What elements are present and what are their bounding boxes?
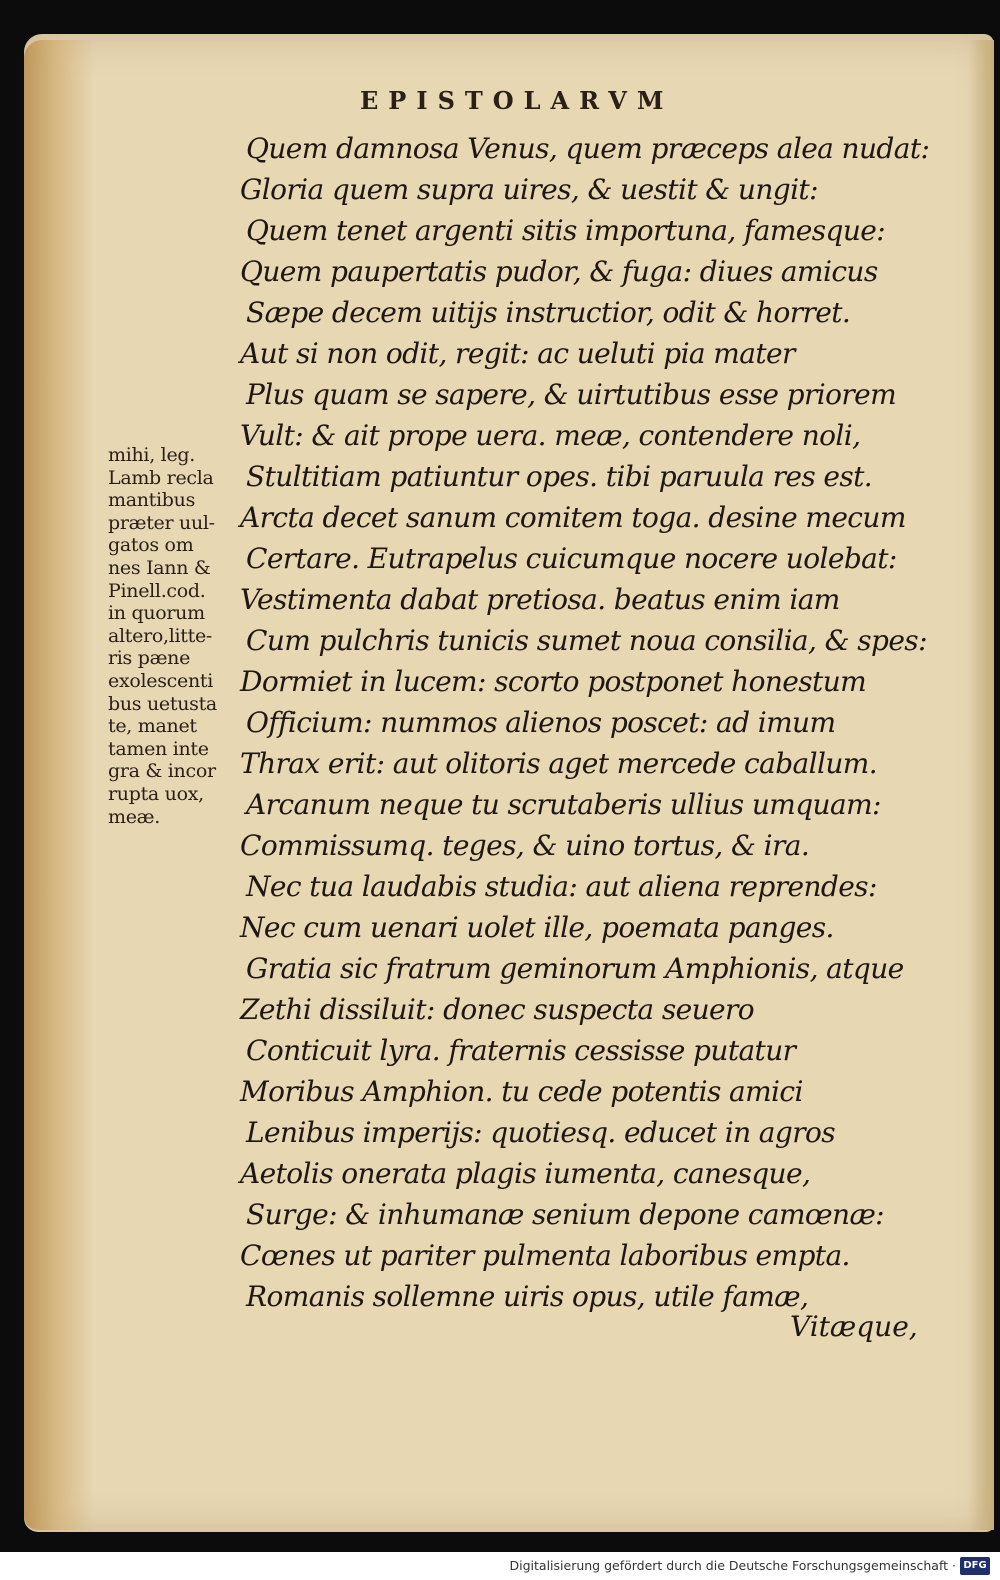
margin-note-line: bus uetusta (108, 692, 217, 715)
verse-line: Nec tua laudabis studia: aut aliena reprendes: (246, 870, 877, 903)
margin-note-line: mantibus (108, 489, 196, 512)
margin-note (108, 444, 242, 904)
margin-note-line: te, manet (108, 715, 197, 738)
verse-line: Gratia sic fratrum geminorum Amphionis, atque (246, 952, 904, 985)
verse-line: Vult: & ait prope uera. meæ, contendere noli, (240, 419, 861, 452)
verse-line: Certare. Eutrapelus cuicumque nocere uolebat: (246, 542, 897, 575)
verse-line: Arcanum neque tu scrutaberis ullius umquam: (246, 788, 881, 821)
verse-line: Thrax erit: aut olitoris aget mercede caballum. (240, 747, 878, 780)
margin-note-line: altero,litte- (108, 624, 213, 647)
verse-line: Plus quam se sapere, & uirtutibus esse priorem (246, 378, 897, 411)
verse-line: Stultitiam patiuntur opes. tibi paruula res est. (246, 460, 873, 493)
verse-line: Romanis sollemne uiris opus, utile famæ, (246, 1280, 809, 1313)
verse-text (240, 128, 930, 1358)
page-gutter-shadow (24, 40, 94, 1530)
margin-note-line: exolescenti (108, 669, 214, 692)
verse-line: Cœnes ut pariter pulmenta laboribus empta. (240, 1239, 850, 1272)
verse-line: Officium: nummos alienos poscet: ad imum (246, 706, 836, 739)
verse-line: Vestimenta dabat pretiosa. beatus enim iam (240, 583, 840, 616)
verse-line: Cum pulchris tunicis sumet noua consilia, & spes: (246, 624, 927, 657)
margin-note-line: præter uul- (108, 511, 215, 534)
margin-note-line: Lamb recla (108, 466, 214, 489)
verse-line: Surge: & inhumanæ senium depone camœnæ: (246, 1198, 884, 1231)
margin-note-line: tamen inte (108, 737, 209, 760)
verse-line: Dormiet in lucem: scorto postponet honestum (240, 665, 867, 698)
margin-note-line: ris pæne (108, 647, 191, 670)
verse-line: Commissumq. teges, & uino tortus, & ira. (240, 829, 810, 862)
verse-line: Arcta decet sanum comitem toga. desine mecum (240, 501, 906, 534)
verse-line: Aetolis onerata plagis iumenta, canesque, (240, 1157, 811, 1190)
funding-credit: Digitalisierung gefördert durch die Deutsche Forschungsgemeinschaft · (509, 1558, 956, 1573)
verse-line: Zethi dissiluit: donec suspecta seuero (240, 993, 755, 1026)
margin-note-line: gatos om (108, 534, 194, 557)
margin-note-line: gra & incor (108, 760, 216, 783)
verse-line: Lenibus imperijs: quotiesq. educet in agros (246, 1116, 836, 1149)
dfg-logo-text: DFG (963, 1560, 987, 1571)
verse-line: Conticuit lyra. fraternis cessisse putatur (246, 1034, 796, 1067)
verse-line: Quem tenet argenti sitis importuna, famesque: (246, 214, 886, 247)
margin-note-line: Pinell.cod. (108, 579, 206, 602)
dfg-logo (960, 1557, 990, 1575)
verse-line: Aut si non odit, regit: ac ueluti pia mater (240, 337, 795, 370)
margin-note-line: in quorum (108, 602, 205, 625)
margin-note-line: mihi, leg. (108, 444, 196, 466)
running-head: EPISTOLARVM (360, 86, 674, 115)
verse-line: Sæpe decem uitijs instructior, odit & horret. (246, 296, 851, 329)
catchword: Vitæque, (790, 1310, 918, 1343)
verse-line: Gloria quem supra uires, & uestit & ungit: (240, 173, 818, 206)
page-right-edge (968, 40, 994, 1530)
verse-line: Quem damnosa Venus, quem præceps alea nudat: (246, 132, 930, 165)
verse-line: Nec cum uenari uolet ille, poemata panges. (240, 911, 834, 944)
verse-line: Quem paupertatis pudor, & fuga: diues amicus (240, 255, 878, 288)
margin-note-line: nes Iann & (108, 556, 211, 579)
margin-note-line: rupta uox, (108, 782, 204, 805)
margin-note-line: meæ. (108, 805, 160, 828)
verse-line: Moribus Amphion. tu cede potentis amici (240, 1075, 803, 1108)
